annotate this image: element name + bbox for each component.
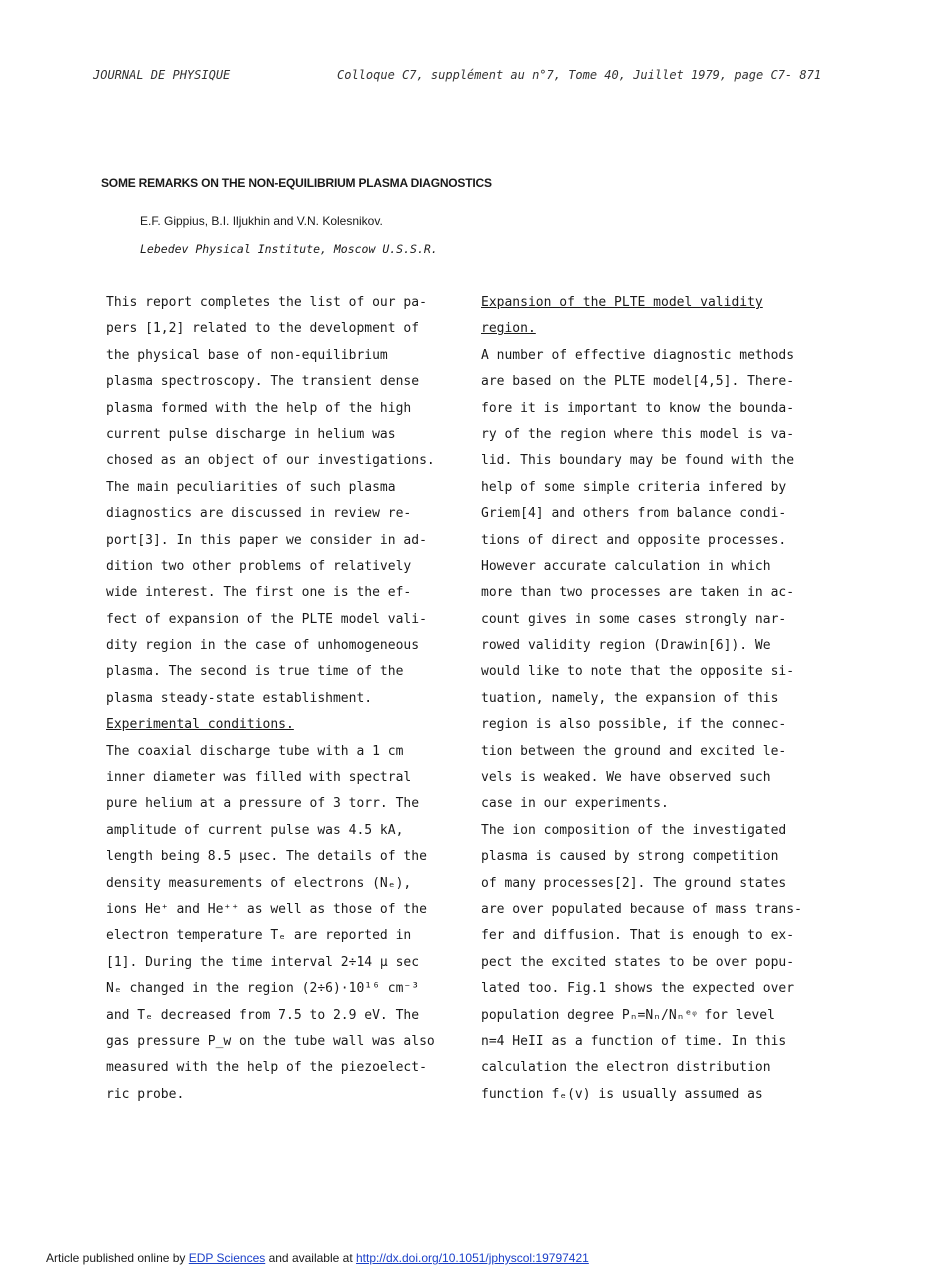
text-line: function fₑ(v) is usually assumed as [481, 1086, 763, 1102]
text-line: A number of effective diagnostic methods [481, 347, 795, 363]
text-line: Griem[4] and others from balance condi- [481, 506, 787, 522]
text-line: The ion composition of the investigated [481, 822, 787, 838]
text-line: wide interest. The first one is the ef- [106, 585, 412, 601]
text-line: vels is weaked. We have observed such [481, 770, 771, 786]
text-line: count gives in some cases strongly nar- [481, 611, 787, 627]
text-line: are over populated because of mass trans- [481, 901, 802, 917]
text-line: tuation, namely, the expansion of this [481, 690, 779, 706]
text-line: tion between the ground and excited le- [481, 743, 787, 759]
text-line: plasma is caused by strong competition [481, 849, 779, 865]
text-line: dition two other problems of relatively [106, 558, 412, 574]
text-line: electron temperature Tₑ are reported in [106, 928, 412, 944]
text-line: fect of expansion of the PLTE model vali- [106, 611, 427, 627]
text-line: would like to note that the opposite si- [481, 664, 795, 680]
text-line: diagnostics are discussed in review re- [106, 506, 412, 522]
text-line: However accurate calculation in which [481, 558, 771, 574]
text-line: of many processes[2]. The ground states [481, 875, 787, 891]
text-line: fer and diffusion. That is enough to ex- [481, 928, 795, 944]
section-heading: Experimental conditions. [106, 717, 294, 733]
text-line: plasma formed with the help of the high [106, 400, 412, 416]
author-affiliation: Lebedev Physical Institute, Moscow U.S.S.R. [140, 242, 438, 256]
text-line: help of some simple criteria infered by [481, 479, 787, 495]
text-line: are based on the PLTE model[4,5]. There- [481, 374, 795, 390]
journal-header: JOURNAL DE PHYSIQUE [93, 68, 231, 82]
text-line: [1]. During the time interval 2÷14 μ sec [106, 954, 420, 970]
publication-footer [46, 1251, 589, 1265]
text-line: pure helium at a pressure of 3 torr. The [106, 796, 420, 812]
text-line: population degree Pₙ=Nₙ/Nₙᵉᵠ for level [481, 1007, 775, 1023]
text-line: gas pressure P_w on the tube wall was also [106, 1033, 435, 1049]
paper-title: SOME REMARKS ON THE NON-EQUILIBRIUM PLASMA DIAGNOSTICS [101, 176, 492, 190]
text-line: dity region in the case of unhomogeneous [106, 638, 420, 654]
text-line: plasma steady-state establishment. [106, 690, 373, 706]
doi-link[interactable]: http://dx.doi.org/10.1051/jphyscol:19797421 [355, 1251, 589, 1265]
author-list: E.F. Gippius, B.I. Iljukhin and V.N. Kolesnikov. [140, 214, 383, 228]
text-line: rowed validity region (Drawin[6]). We [481, 638, 771, 654]
footer-middle: and available at [265, 1251, 356, 1265]
text-line: case in our experiments. [481, 796, 669, 812]
footer-prefix: Article published online by [46, 1251, 189, 1265]
text-line: port[3]. In this paper we consider in ad- [106, 532, 427, 548]
text-line: calculation the electron distribution [481, 1060, 771, 1076]
text-line: n=4 HeII as a function of time. In this [481, 1033, 787, 1049]
text-line: plasma spectroscopy. The transient dense [106, 374, 420, 390]
text-line: and Tₑ decreased from 7.5 to 2.9 eV. The [106, 1007, 420, 1023]
text-line: the physical base of non-equilibrium [106, 347, 388, 363]
text-line: plasma. The second is true time of the [106, 664, 404, 680]
text-line: tions of direct and opposite processes. [481, 532, 787, 548]
section-heading: region. [481, 321, 536, 337]
text-line: ry of the region where this model is va- [481, 426, 795, 442]
text-line: lated too. Fig.1 shows the expected over [481, 981, 795, 997]
text-line: more than two processes are taken in ac- [481, 585, 795, 601]
text-line: amplitude of current pulse was 4.5 kA, [106, 822, 404, 838]
publisher-link[interactable]: EDP Sciences [188, 1251, 266, 1265]
text-line: This report completes the list of our pa- [106, 295, 427, 310]
text-line: lid. This boundary may be found with the [481, 453, 795, 469]
text-line: pect the excited states to be over popu- [481, 954, 795, 970]
right-text-column [481, 290, 841, 1108]
text-line: current pulse discharge in helium was [106, 426, 396, 442]
text-line: inner diameter was filled with spectral [106, 770, 412, 786]
text-line: The coaxial discharge tube with a 1 cm [106, 743, 404, 759]
text-line: region is also possible, if the connec- [481, 717, 787, 733]
text-line: Nₑ changed in the region (2÷6)·10¹⁶ cm⁻³ [106, 981, 420, 997]
text-line: fore it is important to know the bounda- [481, 400, 795, 416]
text-line: measured with the help of the piezoelect- [106, 1060, 427, 1076]
colloque-header: Colloque C7, supplément au n°7, Tome 40, Juillet 1979, page C7- 871 [337, 68, 822, 82]
text-line: ions He⁺ and He⁺⁺ as well as those of the [106, 901, 427, 917]
text-line: pers [1,2] related to the development of [106, 321, 420, 337]
text-line: density measurements of electrons (Nₑ), [106, 875, 412, 891]
text-line: chosed as an object of our investigations. [106, 453, 435, 469]
text-line: ric probe. [106, 1086, 185, 1102]
section-heading: Expansion of the PLTE model validity [481, 295, 763, 310]
left-text-column [106, 290, 468, 1108]
text-line: length being 8.5 μsec. The details of the [106, 849, 427, 865]
text-line: The main peculiarities of such plasma [106, 479, 396, 495]
